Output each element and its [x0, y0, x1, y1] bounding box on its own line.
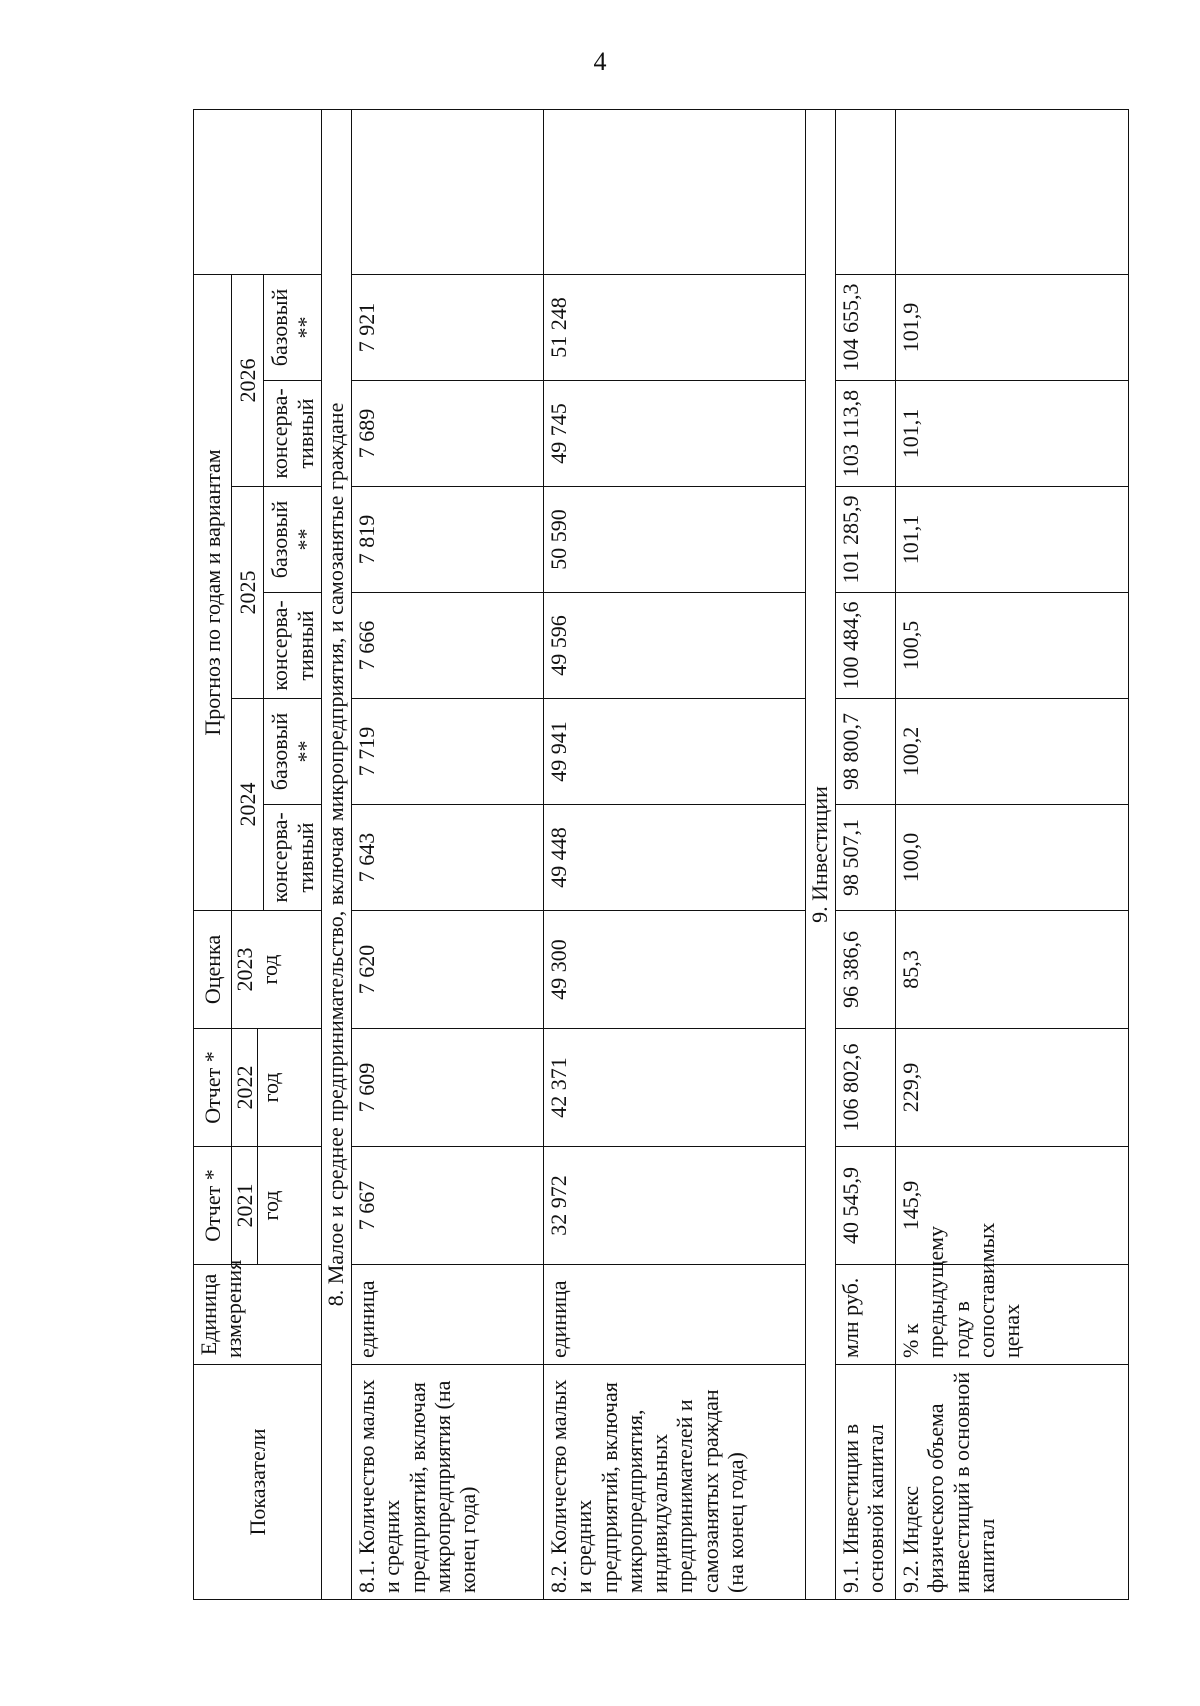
row-unit: единица — [544, 1265, 806, 1365]
header-2023-year-word: год — [257, 954, 283, 985]
value-cell: 101,1 — [896, 487, 1129, 593]
header-year-2026: 2026 — [232, 274, 264, 486]
value-cell: 49 448 — [544, 805, 806, 911]
value-cell: 101 285,9 — [836, 487, 896, 593]
value-cell: 49 941 — [544, 699, 806, 805]
row-indicator: 8.2. Количество малых и средних предприятий, включая микропредприятия, индивидуальных предпринимателей и самозанятых граждан (на конец года) — [544, 1365, 806, 1600]
empty-cell — [836, 109, 896, 274]
table-row — [352, 109, 544, 1599]
header-2026-base: базовый ** — [264, 274, 322, 380]
value-cell: 98 507,1 — [836, 805, 896, 911]
page-number: 4 — [593, 47, 607, 76]
value-cell: 7 643 — [352, 805, 544, 911]
value-cell: 49 745 — [544, 381, 806, 487]
header-unit: Единица измерения — [194, 1265, 322, 1365]
header-2022-year-num: 2022 — [232, 1029, 258, 1146]
header-2023-year — [232, 911, 322, 1029]
empty-cell — [896, 109, 1129, 274]
value-cell: 50 590 — [544, 487, 806, 593]
value-cell: 7 666 — [352, 593, 544, 699]
header-2022-year-word: год — [258, 1072, 284, 1103]
empty-cell — [352, 109, 544, 274]
header-2021-year-num: 2021 — [232, 1147, 258, 1264]
value-cell: 85,3 — [896, 911, 1129, 1029]
header-2026-conservative: консерва-тивный — [264, 381, 322, 487]
value-cell: 229,9 — [896, 1029, 1129, 1147]
forecast-table — [193, 109, 1129, 1600]
value-cell: 101,9 — [896, 274, 1129, 380]
value-cell: 49 300 — [544, 911, 806, 1029]
value-cell: 100,0 — [896, 805, 1129, 911]
value-cell: 7 689 — [352, 381, 544, 487]
table-row — [836, 109, 896, 1599]
value-cell: 104 655,3 — [836, 274, 896, 380]
forecast-table-sheet — [193, 110, 1129, 1600]
header-2021-year-word: год — [258, 1190, 284, 1221]
value-cell: 7 620 — [352, 911, 544, 1029]
value-cell: 145,9 — [896, 1147, 1129, 1265]
header-year-2025: 2025 — [232, 487, 264, 699]
header-2022-label: Отчет * — [194, 1029, 232, 1147]
header-empty — [194, 109, 322, 274]
value-cell: 100,5 — [896, 593, 1129, 699]
value-cell: 51 248 — [544, 274, 806, 380]
section-title: 9. Инвестиции — [806, 109, 836, 1599]
header-2022-year — [232, 1029, 322, 1147]
header-year-2024: 2024 — [232, 699, 264, 911]
row-unit: единица — [352, 1265, 544, 1365]
value-cell: 49 596 — [544, 593, 806, 699]
section-title: 8. Малое и среднее предпринимательство, включая микропредприятия, и самозанятые граждане — [322, 109, 352, 1599]
value-cell: 100,2 — [896, 699, 1129, 805]
value-cell: 42 371 — [544, 1029, 806, 1147]
value-cell: 100 484,6 — [836, 593, 896, 699]
value-cell: 32 972 — [544, 1147, 806, 1265]
value-cell: 98 800,7 — [836, 699, 896, 805]
header-2025-conservative: консерва-тивный — [264, 593, 322, 699]
value-cell: 7 921 — [352, 274, 544, 380]
row-indicator: 9.2. Индекс физического объема инвестиций в основной капитал — [896, 1365, 1129, 1600]
value-cell: 7 819 — [352, 487, 544, 593]
header-forecast: Прогноз по годам и вариантам — [194, 274, 232, 910]
table-row — [896, 109, 1129, 1599]
value-cell: 7 667 — [352, 1147, 544, 1265]
value-cell: 101,1 — [896, 381, 1129, 487]
row-unit: % к предыдущему году в сопоставимых ценах — [896, 1265, 1129, 1365]
value-cell: 7 719 — [352, 699, 544, 805]
value-cell: 103 113,8 — [836, 381, 896, 487]
value-cell: 96 386,6 — [836, 911, 896, 1029]
empty-cell — [544, 109, 806, 274]
row-indicator: 9.1. Инвестиции в основной капитал — [836, 1365, 896, 1600]
value-cell: 40 545,9 — [836, 1147, 896, 1265]
header-2021-label: Отчет * — [194, 1147, 232, 1265]
header-2024-base: базовый ** — [264, 699, 322, 805]
header-2025-base: базовый ** — [264, 487, 322, 593]
table-row — [544, 109, 806, 1599]
value-cell: 7 609 — [352, 1029, 544, 1147]
header-2021-year — [232, 1147, 322, 1265]
row-unit: млн руб. — [836, 1265, 896, 1365]
header-indicators: Показатели — [194, 1365, 322, 1600]
header-2023-label: Оценка — [194, 911, 232, 1029]
row-indicator: 8.1. Количество малых и средних предприятий, включая микропредприятия (на конец года) — [352, 1365, 544, 1600]
value-cell: 106 802,6 — [836, 1029, 896, 1147]
header-2024-conservative: консерва-тивный — [264, 805, 322, 911]
header-2023-year-num: 2023 — [232, 947, 257, 992]
